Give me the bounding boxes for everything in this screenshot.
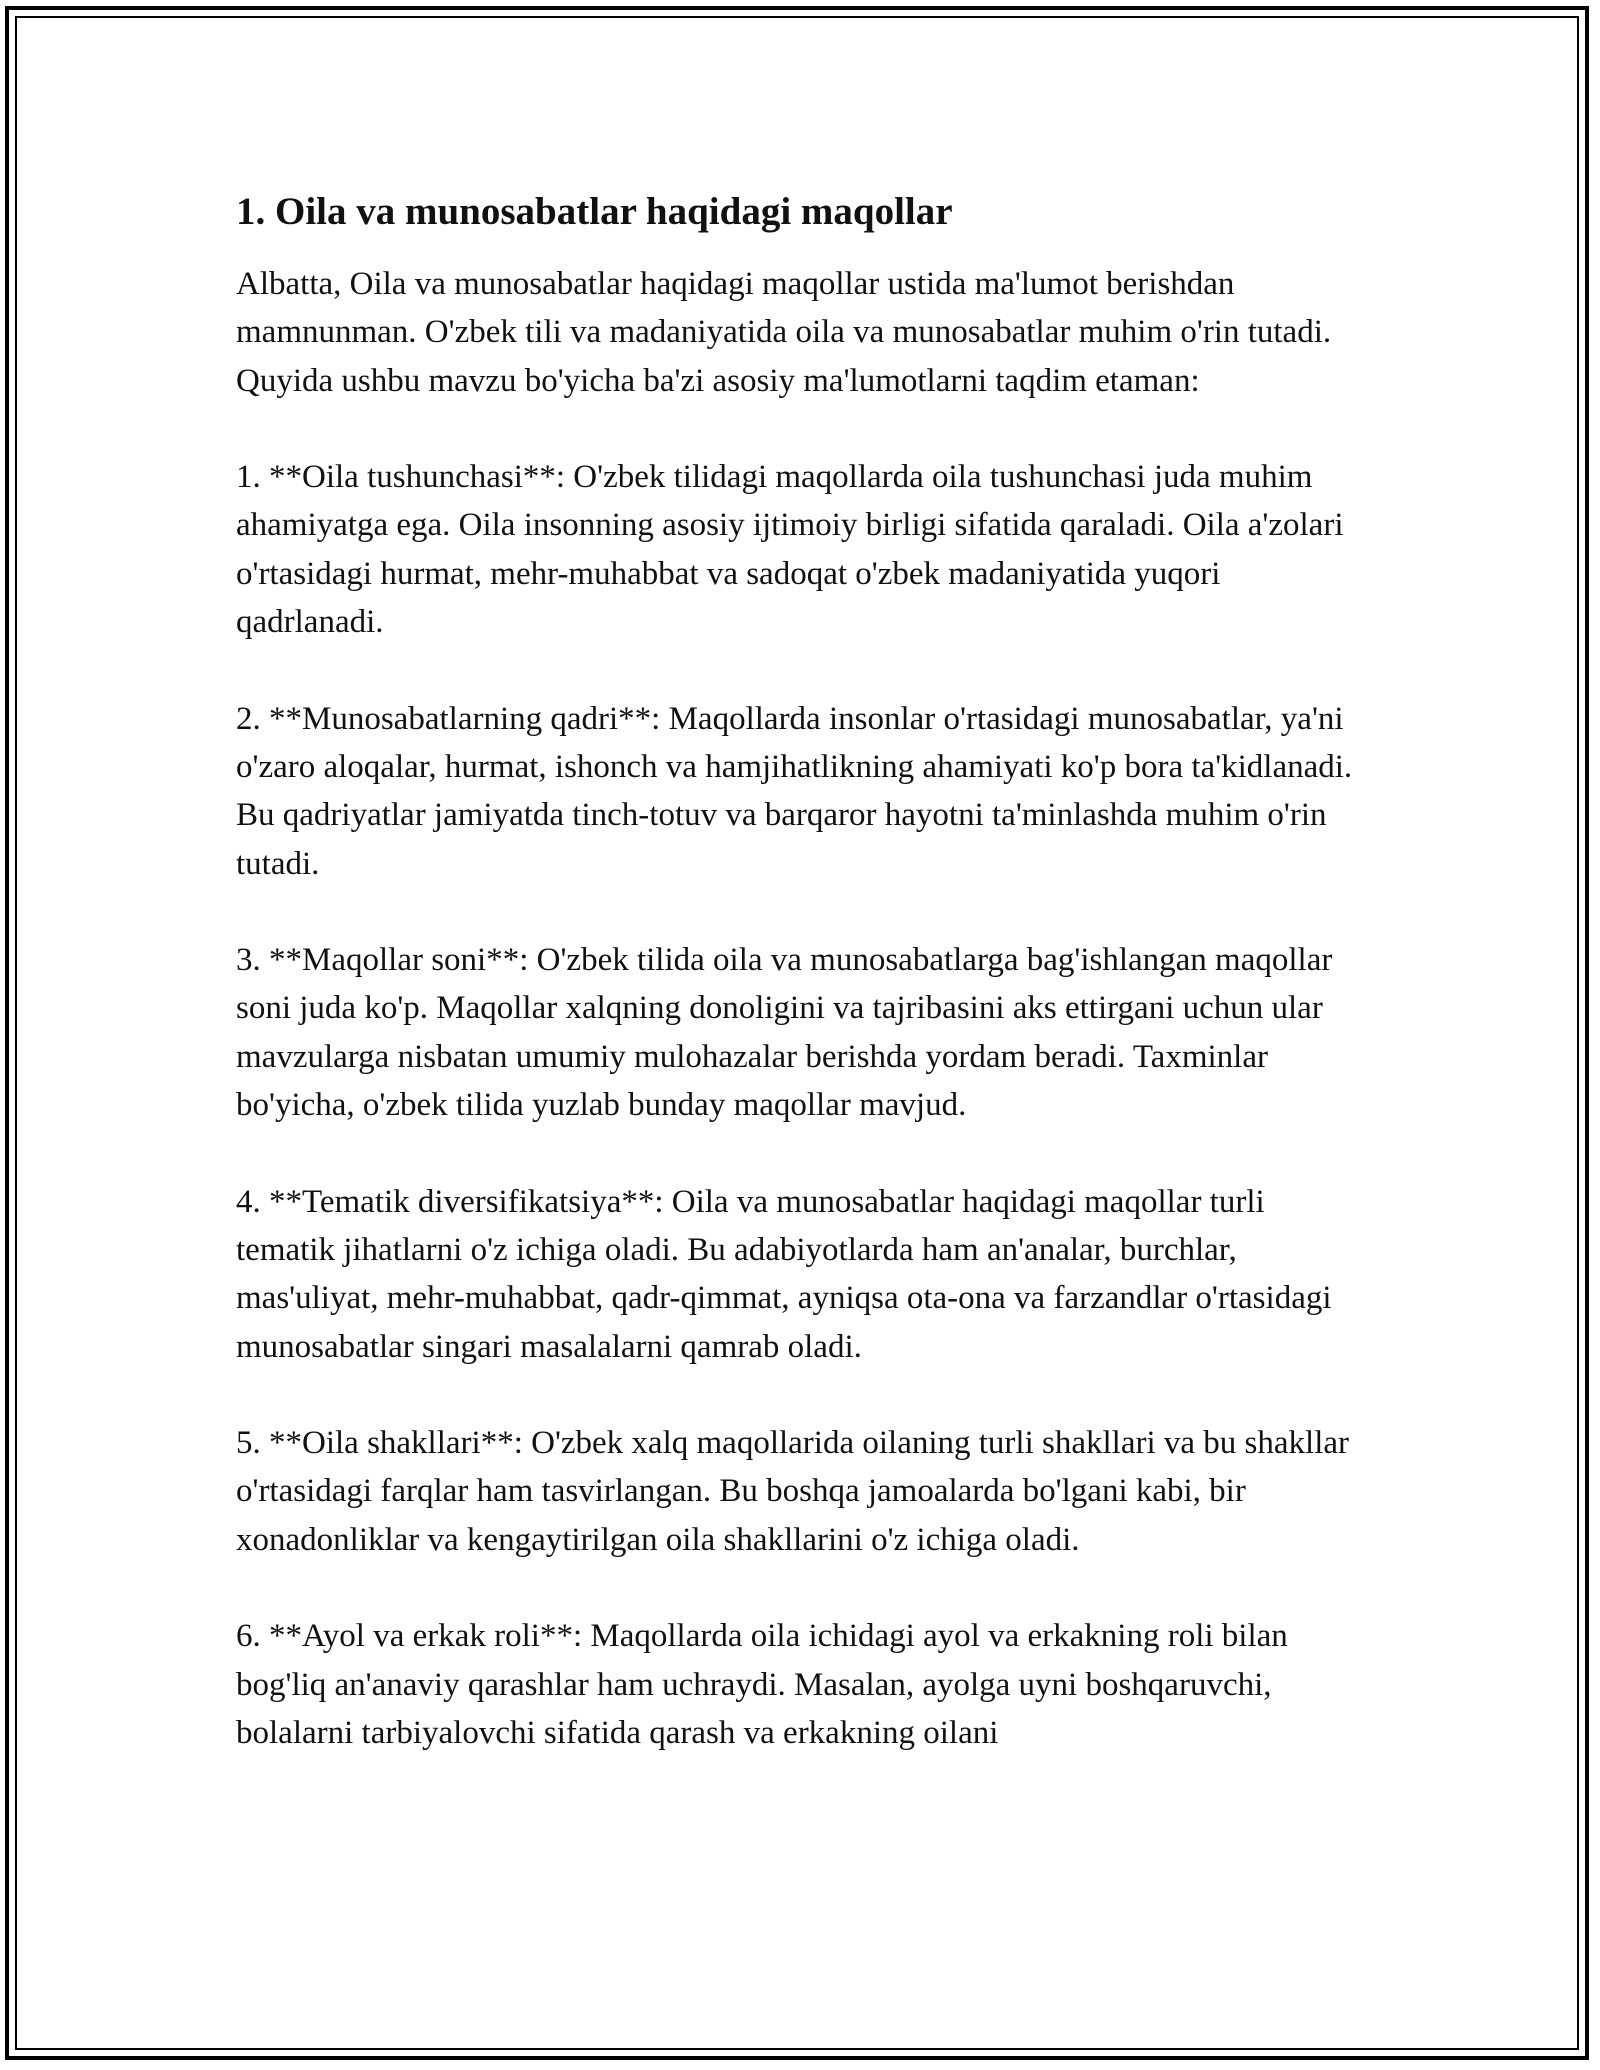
paragraph-maqollar-soni: 3. **Maqollar soni**: O'zbek tilida oila va munosabatlarga bag'ishlangan maqollar soni juda ko'p. Maqollar xalqning donoligini va tajribasini aks ettirgani uchun ular mavzularga nisbatan umumiy mulohazalar berishda yordam beradi. Taxminlar bo'yicha, o'zbek tilida yuzlab bunday maqollar mavjud. (236, 942, 1333, 1124)
paragraph-ayol-va-erkak-roli: 6. **Ayol va erkak roli**: Maqollarda oila ichidagi ayol va erkakning roli bilan bog'liq an'anaviy qarashlar ham uchraydi. Masalan, ayolga uyni boshqaruvchi, bolalarni tarbiyalovchi sifatida qarash va erkakning oilani (236, 1618, 1288, 1751)
paragraph-tematik-diversifikatsiya: 4. **Tematik diversifikatsiya**: Oila va munosabatlar haqidagi maqollar turli tematik jihatlarni o'z ichiga oladi. Bu adabiyotlarda ham an'analar, burchlar, mas'uliyat, mehr-muhabbat, qadr-qimmat, ayniqsa ota-ona va farzandlar o'rtasidagi munosabatlar singari masalalarni qamrab oladi. (236, 1183, 1332, 1365)
paragraph-oila-tushunchasi: 1. **Oila tushunchasi**: O'zbek tilidagi maqollarda oila tushunchasi juda muhim ahamiyatga ega. Oila insonning asosiy ijtimoiy birligi sifatida qaraladi. Oila a'zolari o'rtasidagi hurmat, mehr-muhabbat va sadoqat o'zbek madaniyatida yuqori qadrlanadi. (236, 459, 1344, 641)
paragraph-munosabatlarning-qadri: 2. **Munosabatlarning qadri**: Maqollarda insonlar o'rtasidagi munosabatlar, ya'ni o'zaro aloqalar, hurmat, ishonch va hamjihatlikning ahamiyati ko'p bora ta'kidlanadi. Bu qadriyatlar jamiyatda tinch-totuv va barqaror hayotni ta'minlashda muhim o'rin tutadi. (236, 700, 1353, 882)
paragraph-oila-shakllari: 5. **Oila shakllari**: O'zbek xalq maqollarida oilaning turli shakllari va bu shakllar o'rtasidagi farqlar ham tasvirlangan. Bu boshqa jamoalarda bo'lgani kabi, bir xonadonliklar va kengaytirilgan oila shakllarini o'z ichiga oladi. (236, 1425, 1349, 1558)
document-title: 1. Oila va munosabatlar haqidagi maqollar (236, 190, 953, 233)
paragraph-intro: Albatta, Oila va munosabatlar haqidagi maqollar ustida ma'lumot berishdan mamnunman. O'zbek tili va madaniyatida oila va munosabatlar muhim o'rin tutadi. Quyida ushbu mavzu bo'yicha ba'zi asosiy ma'lumotlarni taqdim etaman: (236, 266, 1332, 399)
document-body (236, 186, 1356, 1806)
